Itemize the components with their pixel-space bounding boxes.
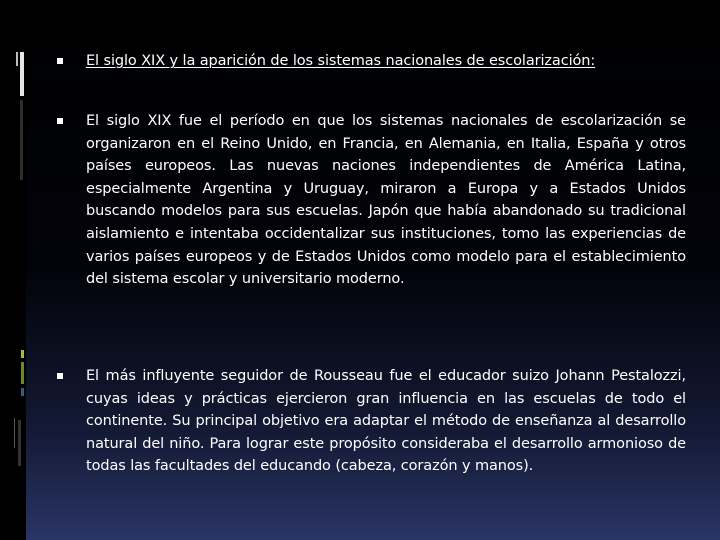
square-bullet-icon <box>57 373 63 379</box>
square-bullet-icon <box>57 58 63 64</box>
square-bullet-icon <box>57 118 63 124</box>
body-paragraph: El más influyente seguidor de Rousseau fue el educador suizo Johann Pestalozzi, cuyas ideas y prácticas ejercieron gran influencia en las escuelas de todo el continente. Su principal objetivo era adaptar el método de enseñanza al desarrollo natural del niño. Para lograr este propósito consideraba el desarrollo armonioso de todas las facultades del educando (cabeza, corazón y manos). <box>86 368 686 475</box>
body-paragraph: El siglo XIX fue el período en que los sistemas nacionales de escolarización se organizaron en el Reino Unido, en Francia, en Alemania, en Italia, España y otros países europeos. Las nuevas naciones independientes de América Latina, especialmente Argentina y Uruguay, miraron a Europa y a Estados Unidos buscando modelos para sus escuelas. Japón que había abandonado su tradicional aislamiento e intentaba occidentalizar sus instituciones, tomo las experiencias de varios países europeos y de Estados Unidos como modelo para el establecimiento del sistema escolar y universitario moderno. <box>86 113 686 288</box>
slide-heading-bullet: El siglo XIX y la aparición de los sistemas nacionales de escolarización: <box>86 53 596 69</box>
